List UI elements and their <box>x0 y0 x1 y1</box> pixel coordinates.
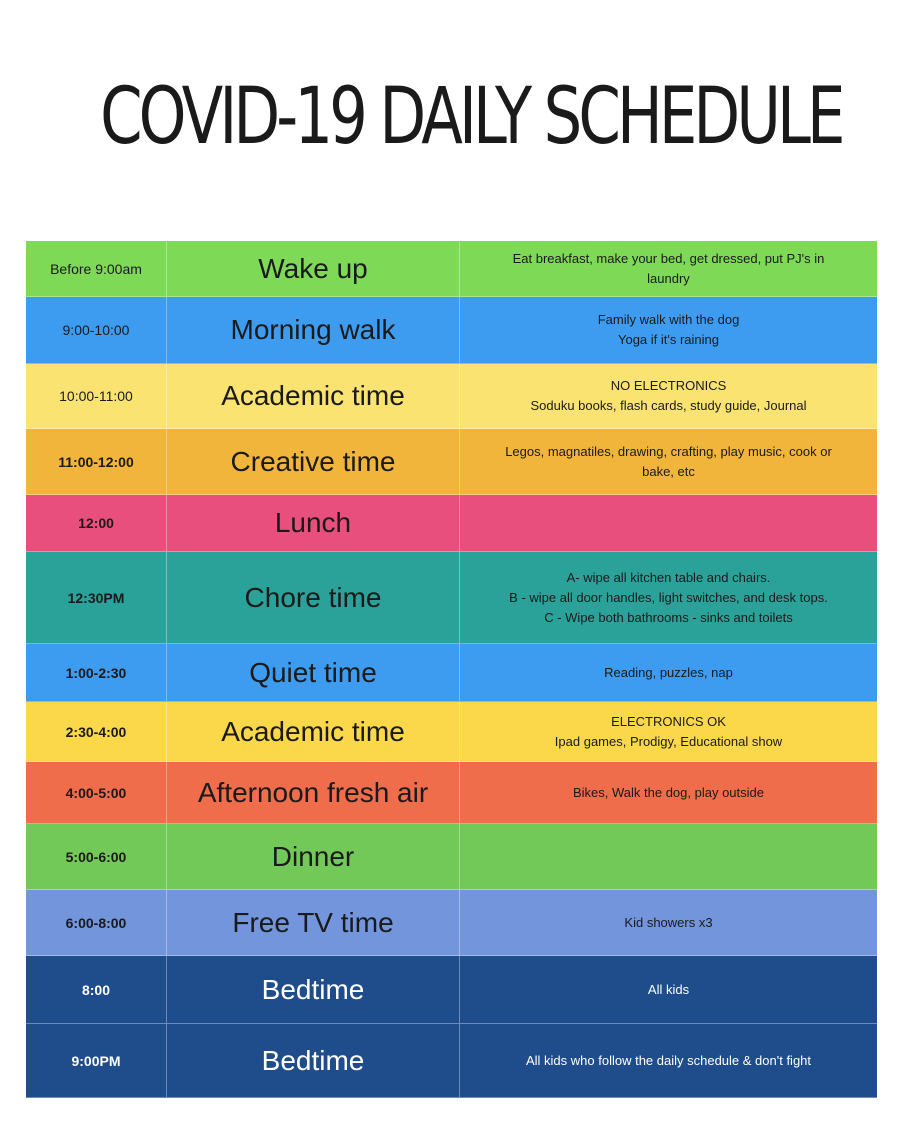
time-cell: 12:30PM <box>26 552 167 643</box>
time-cell: 12:00 <box>26 495 167 551</box>
time-cell: 9:00-10:00 <box>26 297 167 363</box>
activity-cell: Afternoon fresh air <box>167 762 460 823</box>
details-line: Reading, puzzles, nap <box>604 664 733 680</box>
details-line: Ipad games, Prodigy, Educational show <box>554 733 783 749</box>
activity-cell: Lunch <box>167 495 460 551</box>
activity-cell: Creative time <box>167 429 460 494</box>
details-line: All kids <box>647 981 690 997</box>
details-line: Family walk with the dog <box>597 312 740 327</box>
details-line: A- wipe all kitchen table and chairs. <box>566 569 771 585</box>
time-cell: 9:00PM <box>26 1024 167 1097</box>
details-line: Eat breakfast, make your bed, get dressed, put PJ's in <box>512 250 825 266</box>
time-cell: 11:00-12:00 <box>26 429 167 494</box>
schedule-row <box>26 762 877 824</box>
details-cell <box>460 762 877 823</box>
details-line: Bikes, Walk the dog, play outside <box>572 784 764 800</box>
schedule-row <box>26 644 877 702</box>
time-cell: 5:00-6:00 <box>26 824 167 889</box>
details-cell <box>460 702 877 761</box>
activity-cell: Academic time <box>167 364 460 428</box>
activity-cell: Bedtime <box>167 1024 460 1097</box>
details-cell <box>460 297 877 363</box>
time-cell: 4:00-5:00 <box>26 762 167 823</box>
activity-cell: Bedtime <box>167 956 460 1023</box>
time-cell: 1:00-2:30 <box>26 644 167 701</box>
schedule-row <box>26 495 877 552</box>
details-cell <box>460 890 877 955</box>
details-cell <box>460 552 877 643</box>
activity-cell: Dinner <box>167 824 460 889</box>
details-line: Legos, magnatiles, drawing, crafting, play music, cook or <box>505 443 832 459</box>
activity-cell: Academic time <box>167 702 460 761</box>
details-line: bake, etc <box>642 463 695 479</box>
details-cell <box>460 241 877 296</box>
schedule-row <box>26 890 877 956</box>
time-cell: 2:30-4:00 <box>26 702 167 761</box>
details-cell <box>460 644 877 701</box>
schedule-row <box>26 824 877 890</box>
schedule-row <box>26 702 877 762</box>
details-line: laundry <box>647 270 690 286</box>
schedule-row <box>26 552 877 644</box>
activity-cell: Quiet time <box>167 644 460 701</box>
details-line: ELECTRONICS OK <box>611 713 726 729</box>
details-line: C - Wipe both bathrooms - sinks and toilets <box>544 609 793 625</box>
time-cell: 10:00-11:00 <box>26 364 167 428</box>
details-line: All kids who follow the daily schedule & don't fight <box>525 1052 812 1068</box>
schedule-table <box>26 241 877 1098</box>
details-cell <box>460 429 877 494</box>
details-line: NO ELECTRONICS <box>610 378 727 393</box>
activity-cell: Morning walk <box>167 297 460 363</box>
activity-cell: Wake up <box>167 241 460 296</box>
schedule-row <box>26 364 877 429</box>
activity-cell: Free TV time <box>167 890 460 955</box>
schedule-row <box>26 297 877 364</box>
details-line: B - wipe all door handles, light switches, and desk tops. <box>509 589 828 605</box>
schedule-row <box>26 956 877 1024</box>
page-title: COVID-19 DAILY SCHEDULE <box>100 72 842 162</box>
schedule-row <box>26 241 877 297</box>
activity-cell: Chore time <box>167 552 460 643</box>
details-line: Soduku books, flash cards, study guide, Journal <box>530 398 807 413</box>
details-line: Yoga if it's raining <box>617 332 719 347</box>
time-cell: 6:00-8:00 <box>26 890 167 955</box>
details-cell <box>460 364 877 428</box>
time-cell: 8:00 <box>26 956 167 1023</box>
details-cell <box>460 495 877 551</box>
schedule-row <box>26 429 877 495</box>
details-line: Kid showers x3 <box>624 914 713 930</box>
time-cell: Before 9:00am <box>26 241 167 296</box>
details-cell <box>460 956 877 1023</box>
details-cell <box>460 1024 877 1097</box>
details-cell <box>460 824 877 889</box>
schedule-row <box>26 1024 877 1098</box>
